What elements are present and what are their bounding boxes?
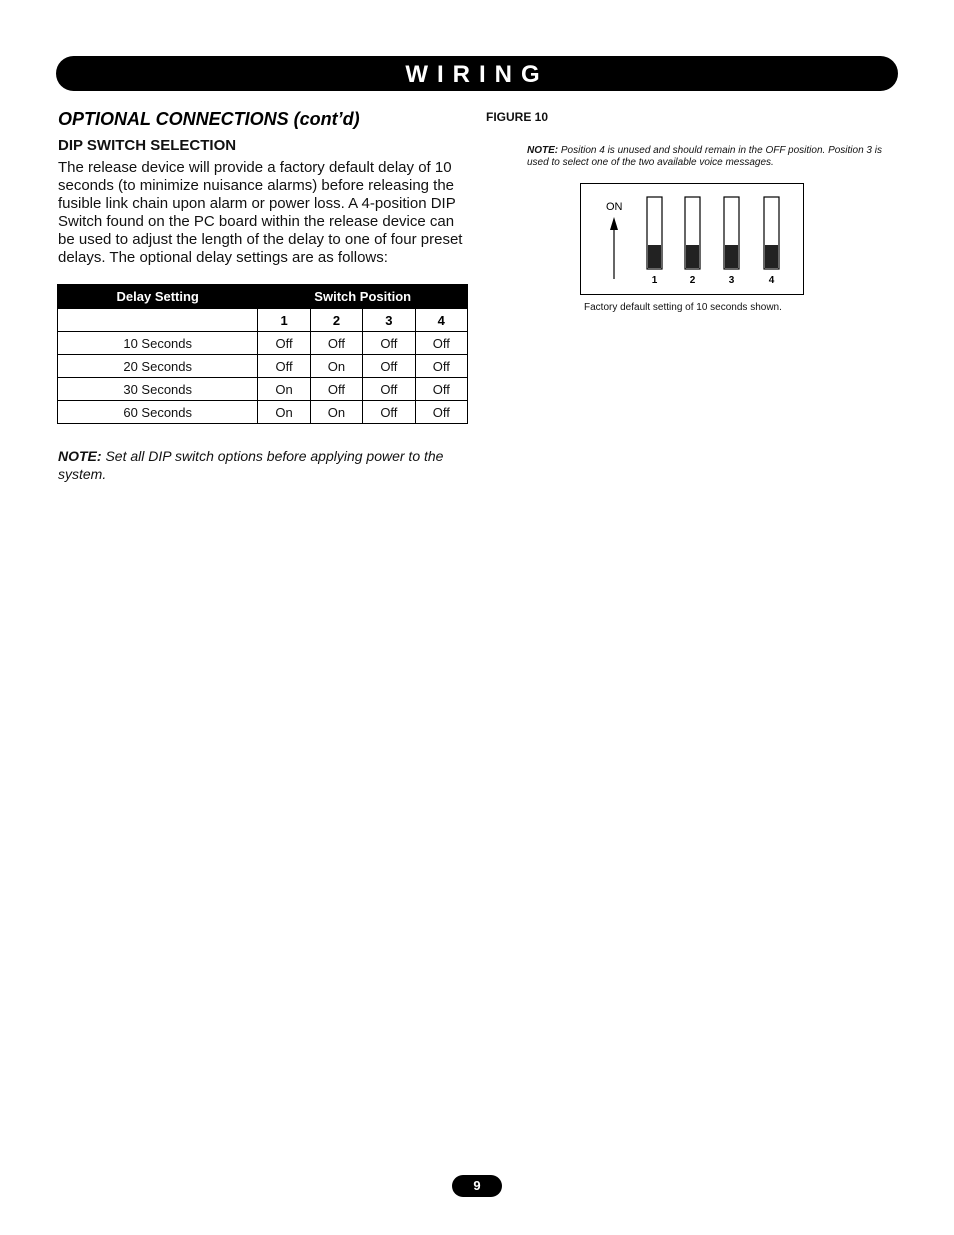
position-cell: On — [258, 401, 310, 424]
arrowhead-icon — [610, 217, 618, 230]
switch-label-1: 1 — [651, 275, 658, 286]
dip-switch-4 — [764, 197, 779, 286]
figure-label: FIGURE 10 — [486, 110, 549, 124]
position-cell: Off — [363, 332, 415, 355]
switch-label-2: 2 — [689, 275, 696, 286]
header-banner — [56, 56, 898, 91]
table-row — [58, 378, 468, 401]
dip-switch-3 — [724, 197, 739, 286]
position-cell: On — [310, 401, 362, 424]
position-cell: Off — [310, 332, 362, 355]
delay-cell: 10 Seconds — [58, 332, 258, 355]
position-cell: Off — [258, 332, 310, 355]
figure-note-label: NOTE: — [527, 145, 559, 156]
delay-cell: 20 Seconds — [58, 355, 258, 378]
header-delay-setting: Delay Setting — [58, 285, 258, 309]
dip-switch-diagram — [580, 183, 804, 295]
dip-switch-svg — [581, 184, 803, 294]
figure-note-text: Position 4 is unused and should remain in the OFF position. Position 3 is used to select one of the two available voice messages. — [527, 145, 882, 168]
figure-note — [527, 145, 887, 169]
position-cell: Off — [415, 332, 467, 355]
position-cell: Off — [415, 378, 467, 401]
note-text: Set all DIP switch options before applying power to the system. — [58, 448, 444, 482]
section-subtitle: DIP SWITCH SELECTION — [58, 137, 237, 154]
switch-label-4: 4 — [768, 275, 775, 286]
dip-switch-1 — [647, 197, 662, 286]
position-cell: Off — [363, 378, 415, 401]
position-cell: Off — [310, 378, 362, 401]
switch-number-4: 4 — [415, 309, 467, 332]
table-row — [58, 332, 468, 355]
blank-header-cell — [58, 309, 258, 332]
page-number: 9 — [452, 1175, 502, 1197]
delay-cell: 30 Seconds — [58, 378, 258, 401]
position-cell: Off — [415, 401, 467, 424]
header-switch-position: Switch Position — [258, 285, 468, 309]
on-label: ON — [606, 201, 623, 213]
switch-number-1: 1 — [258, 309, 310, 332]
note-label: NOTE: — [58, 448, 102, 464]
delay-settings-table — [57, 284, 468, 424]
position-cell: Off — [258, 355, 310, 378]
position-cell: On — [310, 355, 362, 378]
note — [58, 447, 478, 483]
body-paragraph: The release device will provide a factory default delay of 10 seconds (to minimize nuisance alarms) before releasing the fusible link chain upon alarm or power loss. A 4-position DIP Switch found on the PC board within the release device can be used to adjust the length of the delay to one of four preset delays. The optional delay settings are as follows: — [58, 159, 463, 266]
switch-number-2: 2 — [310, 309, 362, 332]
table-row — [58, 355, 468, 378]
table-row — [58, 401, 468, 424]
dip-switch-2 — [685, 197, 700, 286]
position-cell: Off — [363, 401, 415, 424]
switch-number-3: 3 — [363, 309, 415, 332]
switch-label-3: 3 — [728, 275, 735, 286]
position-cell: Off — [363, 355, 415, 378]
position-cell: On — [258, 378, 310, 401]
figure-caption: Factory default setting of 10 seconds shown. — [584, 302, 782, 313]
delay-cell: 60 Seconds — [58, 401, 258, 424]
section-title: OPTIONAL CONNECTIONS (cont’d) — [58, 109, 360, 129]
page-title: WIRING — [405, 61, 549, 88]
position-cell: Off — [415, 355, 467, 378]
